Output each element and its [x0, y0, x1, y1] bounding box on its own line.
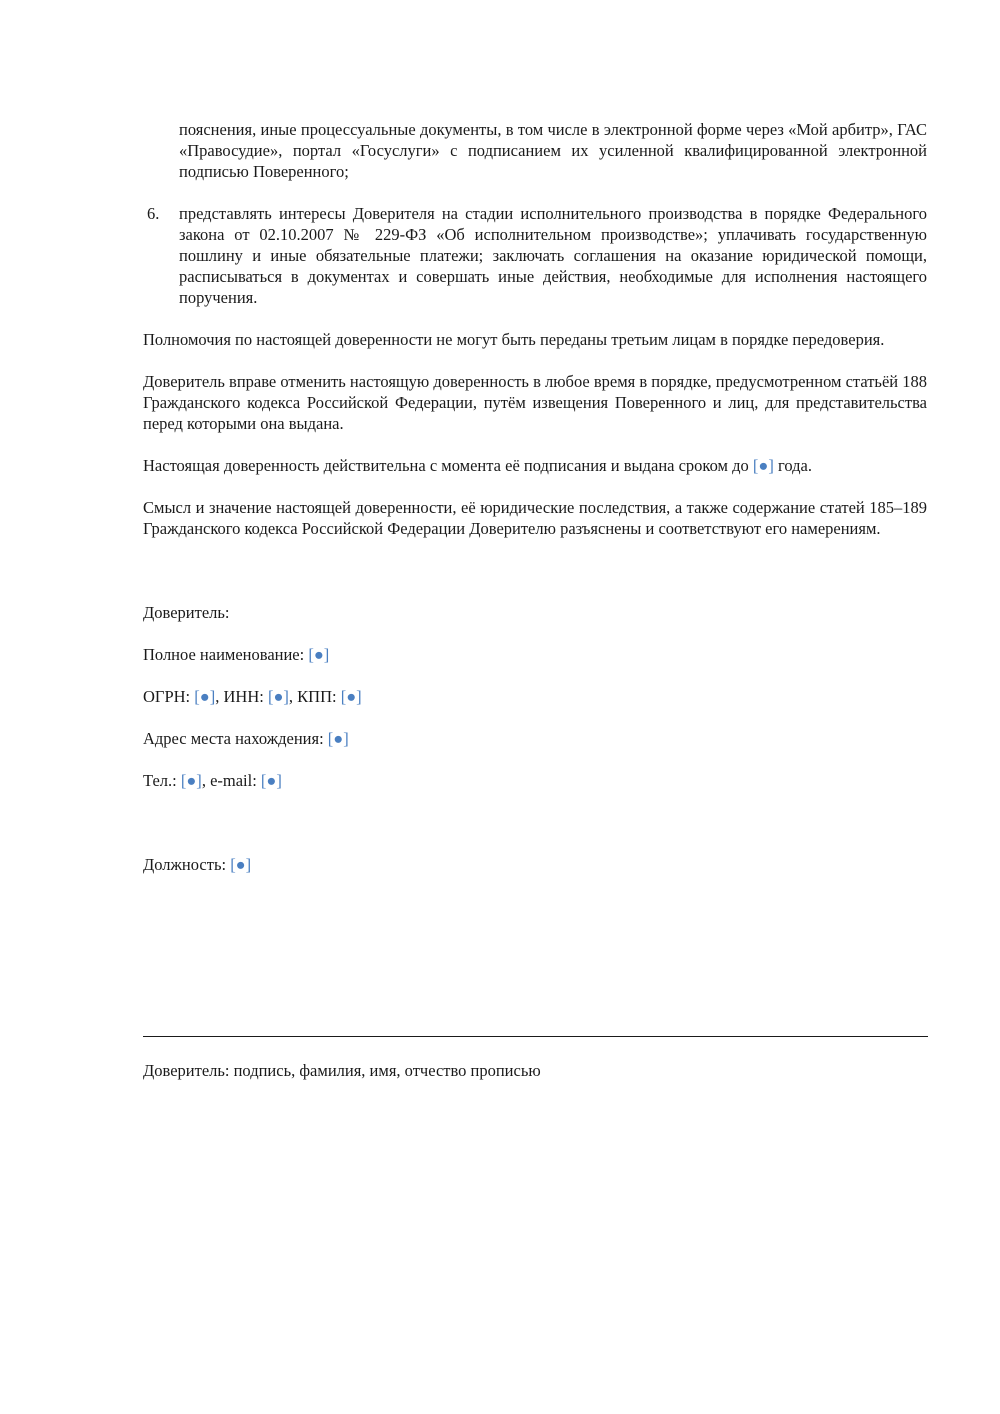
principal-full-name — [143, 644, 927, 665]
kpp-label: , КПП: — [288, 687, 341, 706]
position-placeholder: [●] — [230, 855, 252, 874]
list-item-5-continuation — [143, 119, 927, 182]
principal-contacts — [143, 770, 927, 791]
signature-caption: Доверитель: подпись, фамилия, имя, отчество прописью — [143, 1061, 541, 1080]
principal-position — [143, 854, 927, 875]
validity-text-before: Настоящая доверенность действительна с момента её подписания и выдана сроком до — [143, 456, 753, 475]
paragraph-revocation: Доверитель вправе отменить настоящую доверенность в любое время в порядке, предусмотренном статьёй 188 Гражданского кодекса Российской Федерации, путём извещения Поверенного и лиц, для представительства перед которыми она выдана. — [143, 372, 927, 433]
email-label: , e-mail: — [201, 771, 261, 790]
address-label: Адрес места нахождения: — [143, 729, 328, 748]
inn-label: , ИНН: — [215, 687, 268, 706]
kpp-placeholder: [●] — [340, 687, 362, 706]
paragraph-validity — [143, 455, 927, 476]
address-placeholder: [●] — [327, 729, 349, 748]
paragraph-no-substitution: Полномочия по настоящей доверенности не могут быть переданы третьим лицам в порядке передоверия. — [143, 330, 885, 349]
full-name-label: Полное наименование: — [143, 645, 309, 664]
list-item-number: 6. — [147, 204, 160, 223]
validity-date-placeholder: [●] — [752, 456, 774, 475]
position-label: Должность: — [143, 855, 231, 874]
ogrn-placeholder: [●] — [194, 687, 216, 706]
list-item-text: представлять интересы Доверителя на стадии исполнительного производства в порядке Федерального закона от 02.10.2007 № 229-ФЗ «Об исполнительном производстве»; уплачивать государственную пошлину и иные обязательные платежи; заключать соглашения на оказание юридической помощи, расписываться в документах и совершать иные действия, необходимые для исполнения настоящего поручения. — [179, 204, 927, 307]
list-item-6 — [143, 203, 927, 308]
full-name-placeholder: [●] — [308, 645, 330, 664]
principal-heading: Доверитель: — [143, 603, 230, 622]
principal-registration — [143, 686, 927, 707]
inn-placeholder: [●] — [267, 687, 289, 706]
phone-label: Тел.: — [143, 771, 181, 790]
phone-placeholder: [●] — [180, 771, 202, 790]
validity-text-after: года. — [773, 456, 812, 475]
signature-line — [143, 1036, 928, 1037]
principal-address — [143, 728, 927, 749]
email-placeholder: [●] — [260, 771, 282, 790]
paragraph-meaning: Смысл и значение настоящей доверенности, её юридические последствия, а также содержание статей 185–189 Гражданского кодекса Российской Федерации Доверителю разъяснены и соответствуют его намерениям. — [143, 498, 927, 538]
list-item-text: пояснения, иные процессуальные документы, в том числе в электронной форме через «Мой арбитр», ГАС «Правосудие», портал «Госуслуги» с подписанием их усиленной квалифицированной электронной подписью Поверенного; — [179, 120, 927, 181]
document-page — [143, 119, 927, 875]
ogrn-label: ОГРН: — [143, 687, 195, 706]
